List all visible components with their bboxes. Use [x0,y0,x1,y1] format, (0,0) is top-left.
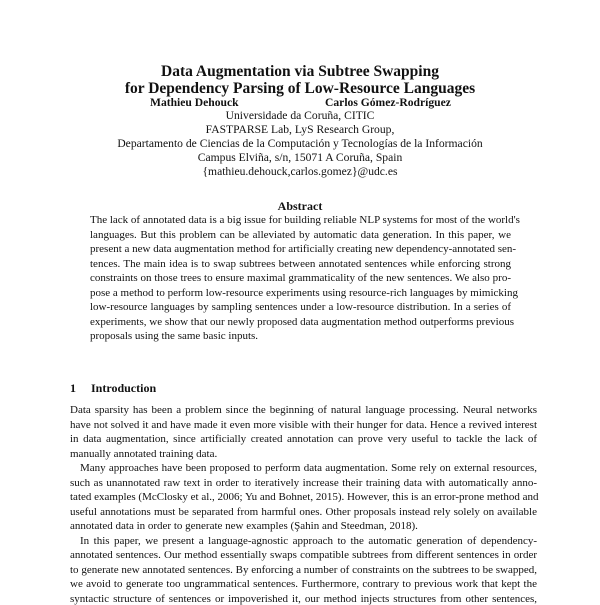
affiliation-line: Universidade da Coruña, CITIC [225,109,375,122]
abstract-line: pose a method to perform low-resource experiments using resource-rich languages by mimicking [90,286,518,299]
introduction-line: syntactic structure of sentences or impoverished it, our method injects structures from other sentences, [70,592,537,605]
abstract-line: constraints on those trees to ensure maximal grammaticality of the new sentences. We also pro- [90,272,511,284]
introduction-line: useful annotations must be separated from harmful ones. Other proposals instead rely solely on available [70,505,537,518]
introduction-line: annotated sentences. Our method essentially swaps compatible subtrees from different sentences in order [70,549,537,561]
introduction-line: we avoid to generate too ungrammatical sentences. Furthermore, contrary to previous work that kept the [70,578,537,590]
introduction-line: to generate new annotated sentences. By enforcing a number of constraints on the subtrees to be swapped, [70,563,537,576]
abstract-line: languages. But this problem can be alleviated by automatic data generation. In this paper, we [90,228,511,241]
introduction-line: in data augmentation, since artificially created annotation can prove very useful to tackle the lack of [70,433,537,445]
introduction-line: have not solved it and have made it even more visible with their hunger for data. Hence a revived interest [70,418,537,431]
author-1: Mathieu Dehouck [150,96,239,109]
abstract-line: proposals using the same basic inputs. [90,330,259,342]
abstract-line: present a new data augmentation method for artificially creating new dependency-annotated sen- [90,243,517,255]
introduction-line: Data sparsity has been a problem since the beginning of natural language processing. Neural networks [70,404,537,416]
abstract-line: tences. The main idea is to swap subtrees between annotated sentences while enforcing strong [90,257,511,270]
abstract-line: low-resource languages by sampling sentences under a low-resource distribution. In a series of [90,301,511,313]
introduction-line: In this paper, we present a language-agnostic approach to the automatic generation of dependency- [80,534,537,547]
abstract-line: experiments, we show that our newly proposed data augmentation method outperforms previous [90,315,515,328]
author-emails: {mathieu.dehouck,carlos.gomez}@udc.es [202,165,398,178]
paper-title-line-1: Data Augmentation via Subtree Swapping [161,63,439,80]
abstract-line: The lack of annotated data is a big issue for building reliable NLP systems for most of the world's [90,214,520,226]
affiliation-line: Campus Elviña, s/n, 15071 A Coruña, Spain [197,151,403,164]
introduction-line: manually annotated training data. [70,447,218,460]
introduction-line: tated examples (McClosky et al., 2006; Yu and Bohnet, 2015). However, this is an error-prone method and [70,491,539,503]
paper-title-line-2: for Dependency Parsing of Low-Resource Languages [124,80,476,97]
affiliation-line: FASTPARSE Lab, LyS Research Group, [205,123,395,136]
section-heading: Introduction [91,381,157,395]
affiliation-line: Departamento de Ciencias de la Computación y Tecnologías de la Información [117,137,483,150]
introduction-line: annotated data in order to generate new examples (Şahin and Steedman, 2018). [70,520,418,532]
section-number: 1 [70,381,76,395]
abstract-heading: Abstract [277,199,323,213]
introduction-line: Many approaches have been proposed to perform data augmentation. Some rely on external resources, [80,462,537,474]
introduction-line: such as unannotated raw text in order to iteratively increase their training data with automatically anno- [70,476,537,489]
author-2: Carlos Gómez-Rodríguez [325,96,451,109]
